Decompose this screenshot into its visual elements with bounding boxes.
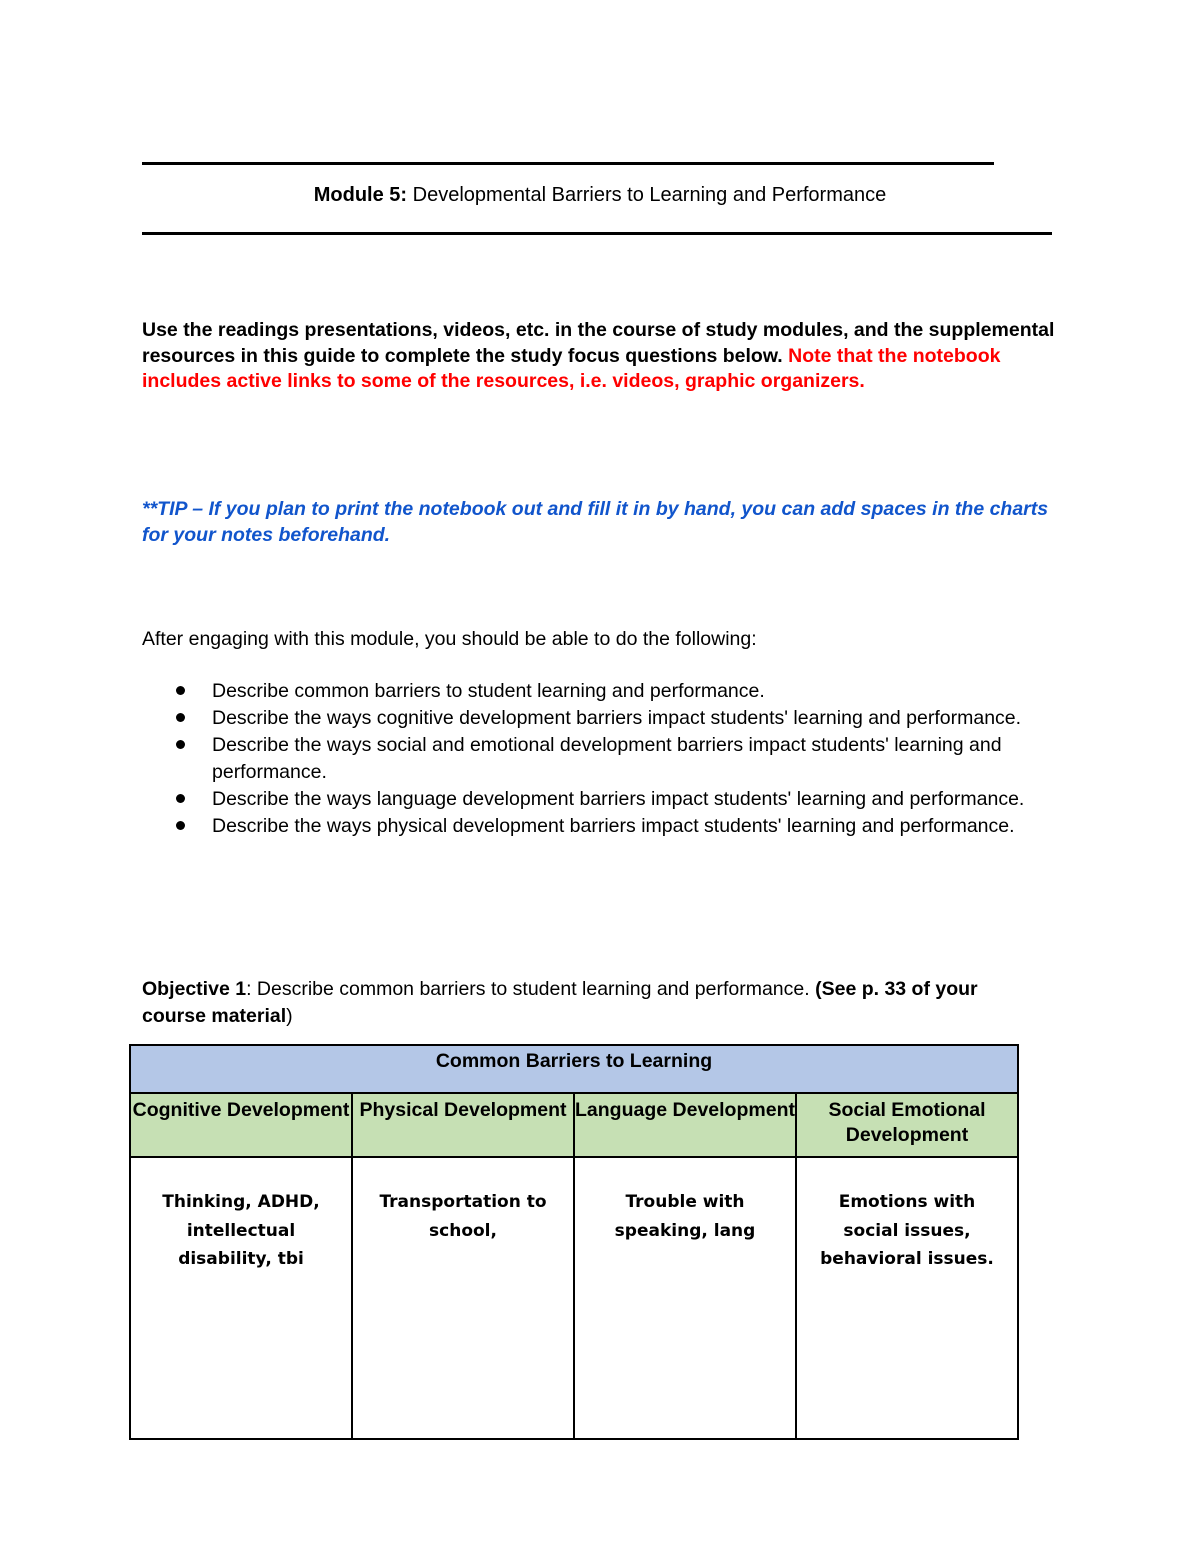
- cell-physical[interactable]: Transportation to school,: [352, 1157, 574, 1439]
- bottom-divider: [142, 232, 1052, 235]
- bullet-icon: [176, 713, 185, 722]
- list-item: [142, 732, 1062, 786]
- objective-1-close: ): [286, 1005, 293, 1027]
- bullet-icon: [176, 740, 185, 749]
- objective-text: Describe the ways cognitive development barriers impact students' learning and performance.: [212, 707, 1022, 729]
- module-title: Developmental Barriers to Learning and Performance: [407, 184, 887, 206]
- objective-text: Describe the ways physical development barriers impact students' learning and performance.: [212, 815, 1015, 837]
- objective-text: Describe the ways language development barriers impact students' learning and performance.: [212, 788, 1025, 810]
- objective-1-prompt: [142, 976, 1042, 1030]
- intro-text: Use the readings presentations, videos, etc. in the course of study modules, and the supplemental resources in this guide to complete the study focus questions below.: [142, 319, 1055, 367]
- barriers-table: [129, 1044, 1019, 1440]
- table-header-row: [130, 1093, 1018, 1157]
- list-item: [142, 813, 1062, 840]
- after-engaging-text: After engaging with this module, you should be able to do the following:: [142, 628, 757, 650]
- tip-paragraph: **TIP – If you plan to print the notebook out and fill it in by hand, you can add spaces in the charts for your notes beforehand.: [142, 498, 1049, 546]
- cell-social-emotional[interactable]: Emotions with social issues, behavioral issues.: [796, 1157, 1018, 1439]
- objective-text: Describe common barriers to student learning and performance.: [212, 680, 765, 702]
- objective-text: Describe the ways social and emotional development barriers impact students' learning and performance.: [212, 734, 1002, 783]
- column-header-cognitive: Cognitive Development: [130, 1093, 352, 1157]
- list-item: [142, 678, 1062, 705]
- cell-cognitive[interactable]: Thinking, ADHD, intellectual disability, tbi: [130, 1157, 352, 1439]
- intro-note: Note that the notebook includes active links to some of the resources, i.e. videos, graphic organizers.: [142, 344, 1001, 392]
- cell-language[interactable]: Trouble with speaking, lang: [574, 1157, 796, 1439]
- table-row: [130, 1157, 1018, 1439]
- objective-1-text: : Describe common barriers to student learning and performance.: [246, 978, 816, 1000]
- column-header-social-emotional: Social Emotional Development: [796, 1093, 1018, 1157]
- bullet-icon: [176, 794, 185, 803]
- objectives-list: [142, 678, 1062, 840]
- table-title: Common Barriers to Learning: [130, 1045, 1018, 1093]
- list-item: [142, 786, 1062, 813]
- list-item: [142, 705, 1062, 732]
- objective-1-ref: (See p. 33 of your course material: [142, 978, 978, 1027]
- bullet-icon: [176, 686, 185, 695]
- column-header-language: Language Development: [574, 1093, 796, 1157]
- module-heading: [0, 184, 1200, 207]
- bullet-icon: [176, 821, 185, 830]
- intro-paragraph: [142, 318, 1062, 395]
- top-divider: [142, 162, 994, 165]
- module-label: Module 5:: [313, 184, 408, 206]
- objective-1-label: Objective 1: [142, 978, 247, 1000]
- column-header-physical: Physical Development: [352, 1093, 574, 1157]
